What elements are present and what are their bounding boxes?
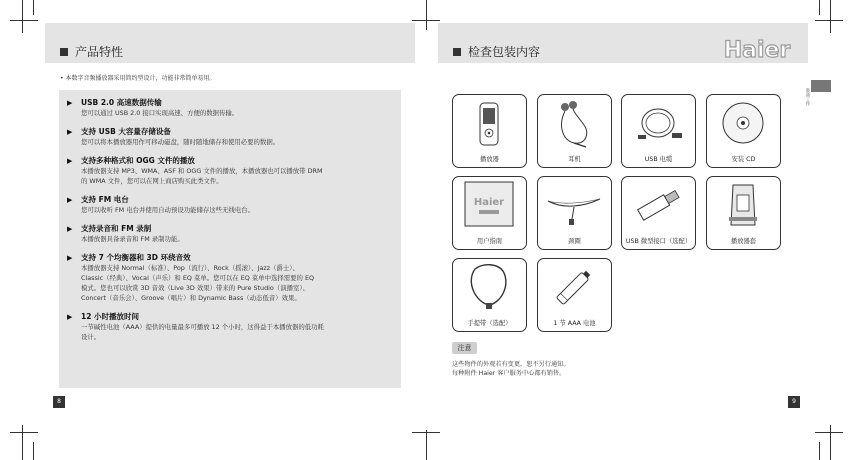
- feature-item: [67, 127, 387, 147]
- brand-logo: [716, 36, 798, 62]
- earphones-icon: [538, 95, 611, 155]
- package-item: [706, 94, 781, 168]
- feature-body: 您可以通过 USB 2.0 接口实现高速、方便的数据传输。: [81, 109, 239, 117]
- package-item: [621, 94, 696, 168]
- feature-heading: 支持 USB 大容量存储设备: [81, 127, 171, 136]
- feature-body: 设计。: [81, 333, 101, 341]
- right-section-title-text: 检查包装内容: [468, 45, 541, 59]
- feature-body: 您可以将本播放器用作可移动磁盘，随时随地储存和使用必要的数据。: [81, 138, 280, 146]
- battery-icon: [538, 259, 611, 319]
- feature-body: 本播放器支持 MP3、WMA、ASF 和 OGG 文件的播放，本播放器也可以播放带 DRM: [81, 167, 323, 175]
- haier-logo-icon: [716, 36, 798, 62]
- feature-item: [67, 224, 387, 244]
- triangle-bullet-icon: ▶: [67, 254, 73, 262]
- feature-item: [67, 312, 387, 342]
- item-label: USB 微型接口（选配）: [625, 238, 692, 245]
- manual-cover-text: Haier: [473, 197, 505, 208]
- triangle-bullet-icon: ▶: [67, 128, 73, 136]
- feature-heading: 支持 7 个均衡器和 3D 环绕音效: [81, 253, 191, 262]
- feature-item: [67, 195, 387, 215]
- player-icon: [453, 95, 526, 155]
- feature-heading: 支持多种格式和 OGG 文件的播放: [81, 156, 195, 165]
- item-label: 安装 CD: [731, 156, 756, 163]
- square-bullet-icon: [453, 48, 461, 56]
- feature-heading: 12 小时播放时间: [81, 312, 140, 321]
- package-item: [706, 176, 781, 250]
- feature-item: [67, 156, 387, 186]
- item-label: 播放器套: [730, 238, 757, 245]
- triangle-bullet-icon: ▶: [67, 99, 73, 107]
- intro-text: • 本数字音频播放器采用简约型设计，功能非常简单易用。: [60, 75, 216, 82]
- note-line: 每种附件 Haier 客户服务中心都有销售。: [452, 370, 566, 377]
- side-tab: [811, 80, 831, 92]
- side-label: 准备工作: [805, 88, 810, 106]
- feature-body: 一节碱性电池（AAA）提供的电量最多可播放 12 个小时，这得益于本播放器的低功耗: [81, 323, 324, 331]
- manual-icon: [453, 177, 526, 237]
- feature-body: Classic（经典）、Vocal（声乐）和 EQ 菜单。您可以在 EQ 菜单中选择需要的 EQ: [81, 274, 315, 282]
- page-number-right: 9: [788, 396, 800, 408]
- usb-adapter-icon: [622, 177, 695, 237]
- package-item: [621, 176, 696, 250]
- right-section-title: [453, 43, 540, 60]
- left-section-title: [60, 43, 123, 60]
- feature-body: 您可以收听 FM 电台并使用自动预设功能储存这些无线电台。: [81, 206, 255, 214]
- package-item: [537, 258, 612, 332]
- triangle-bullet-icon: ▶: [67, 313, 73, 321]
- usb-cable-icon: [622, 95, 695, 155]
- cd-icon: [707, 95, 780, 155]
- feature-body: Concert（音乐会）、Groove（唱片）和 Dynamic Bass（动态低音）效果。: [81, 294, 301, 302]
- feature-body: 本播放器具备录音和 FM 录制功能。: [81, 235, 184, 243]
- item-label: USB 电缆: [644, 156, 673, 163]
- package-item: [452, 94, 527, 168]
- hand-strap-icon: [453, 259, 526, 319]
- package-item: [537, 176, 612, 250]
- page-number-left: 8: [53, 396, 65, 408]
- item-label: 耳机: [568, 156, 581, 163]
- feature-heading: 支持录音和 FM 录制: [81, 224, 152, 233]
- feature-item: [67, 253, 387, 303]
- package-item: [452, 258, 527, 332]
- feature-body: 的 WMA 文件，您可以在网上商店购买此类文件。: [81, 177, 223, 185]
- feature-heading: 支持 FM 电台: [81, 195, 129, 204]
- neck-strap-icon: [538, 177, 611, 237]
- feature-heading: USB 2.0 高速数据传输: [81, 98, 162, 107]
- package-item: [452, 176, 527, 250]
- feature-body: 模式。您也可以欣赏 3D 音效（Live 3D 效果）带来的 Pure Studio（演播室）、: [81, 284, 309, 292]
- triangle-bullet-icon: ▶: [67, 196, 73, 204]
- square-bullet-icon: [60, 48, 68, 56]
- left-section-title-text: 产品特性: [75, 45, 124, 59]
- note-title: 注意: [452, 342, 477, 354]
- item-label: 手提带（选配）: [467, 320, 512, 327]
- note-line: 这些物件的外观若有变更，恕不另行通知。: [452, 361, 570, 368]
- case-icon: [707, 177, 780, 237]
- item-label: 用户指南: [476, 238, 503, 245]
- triangle-bullet-icon: ▶: [67, 225, 73, 233]
- package-item: [537, 94, 612, 168]
- item-label: 颈圈: [568, 238, 581, 245]
- triangle-bullet-icon: ▶: [67, 157, 73, 165]
- item-label: 1 节 AAA 电池: [553, 320, 596, 327]
- feature-item: [67, 98, 387, 118]
- svg-text:Haier: Haier: [723, 38, 791, 62]
- features-box: [59, 90, 401, 388]
- feature-body: 本播放器支持 Normal（标准）、Pop（流行）、Rock（摇滚）、Jazz（爵士）、: [81, 264, 299, 272]
- item-label: 播放器: [480, 156, 499, 163]
